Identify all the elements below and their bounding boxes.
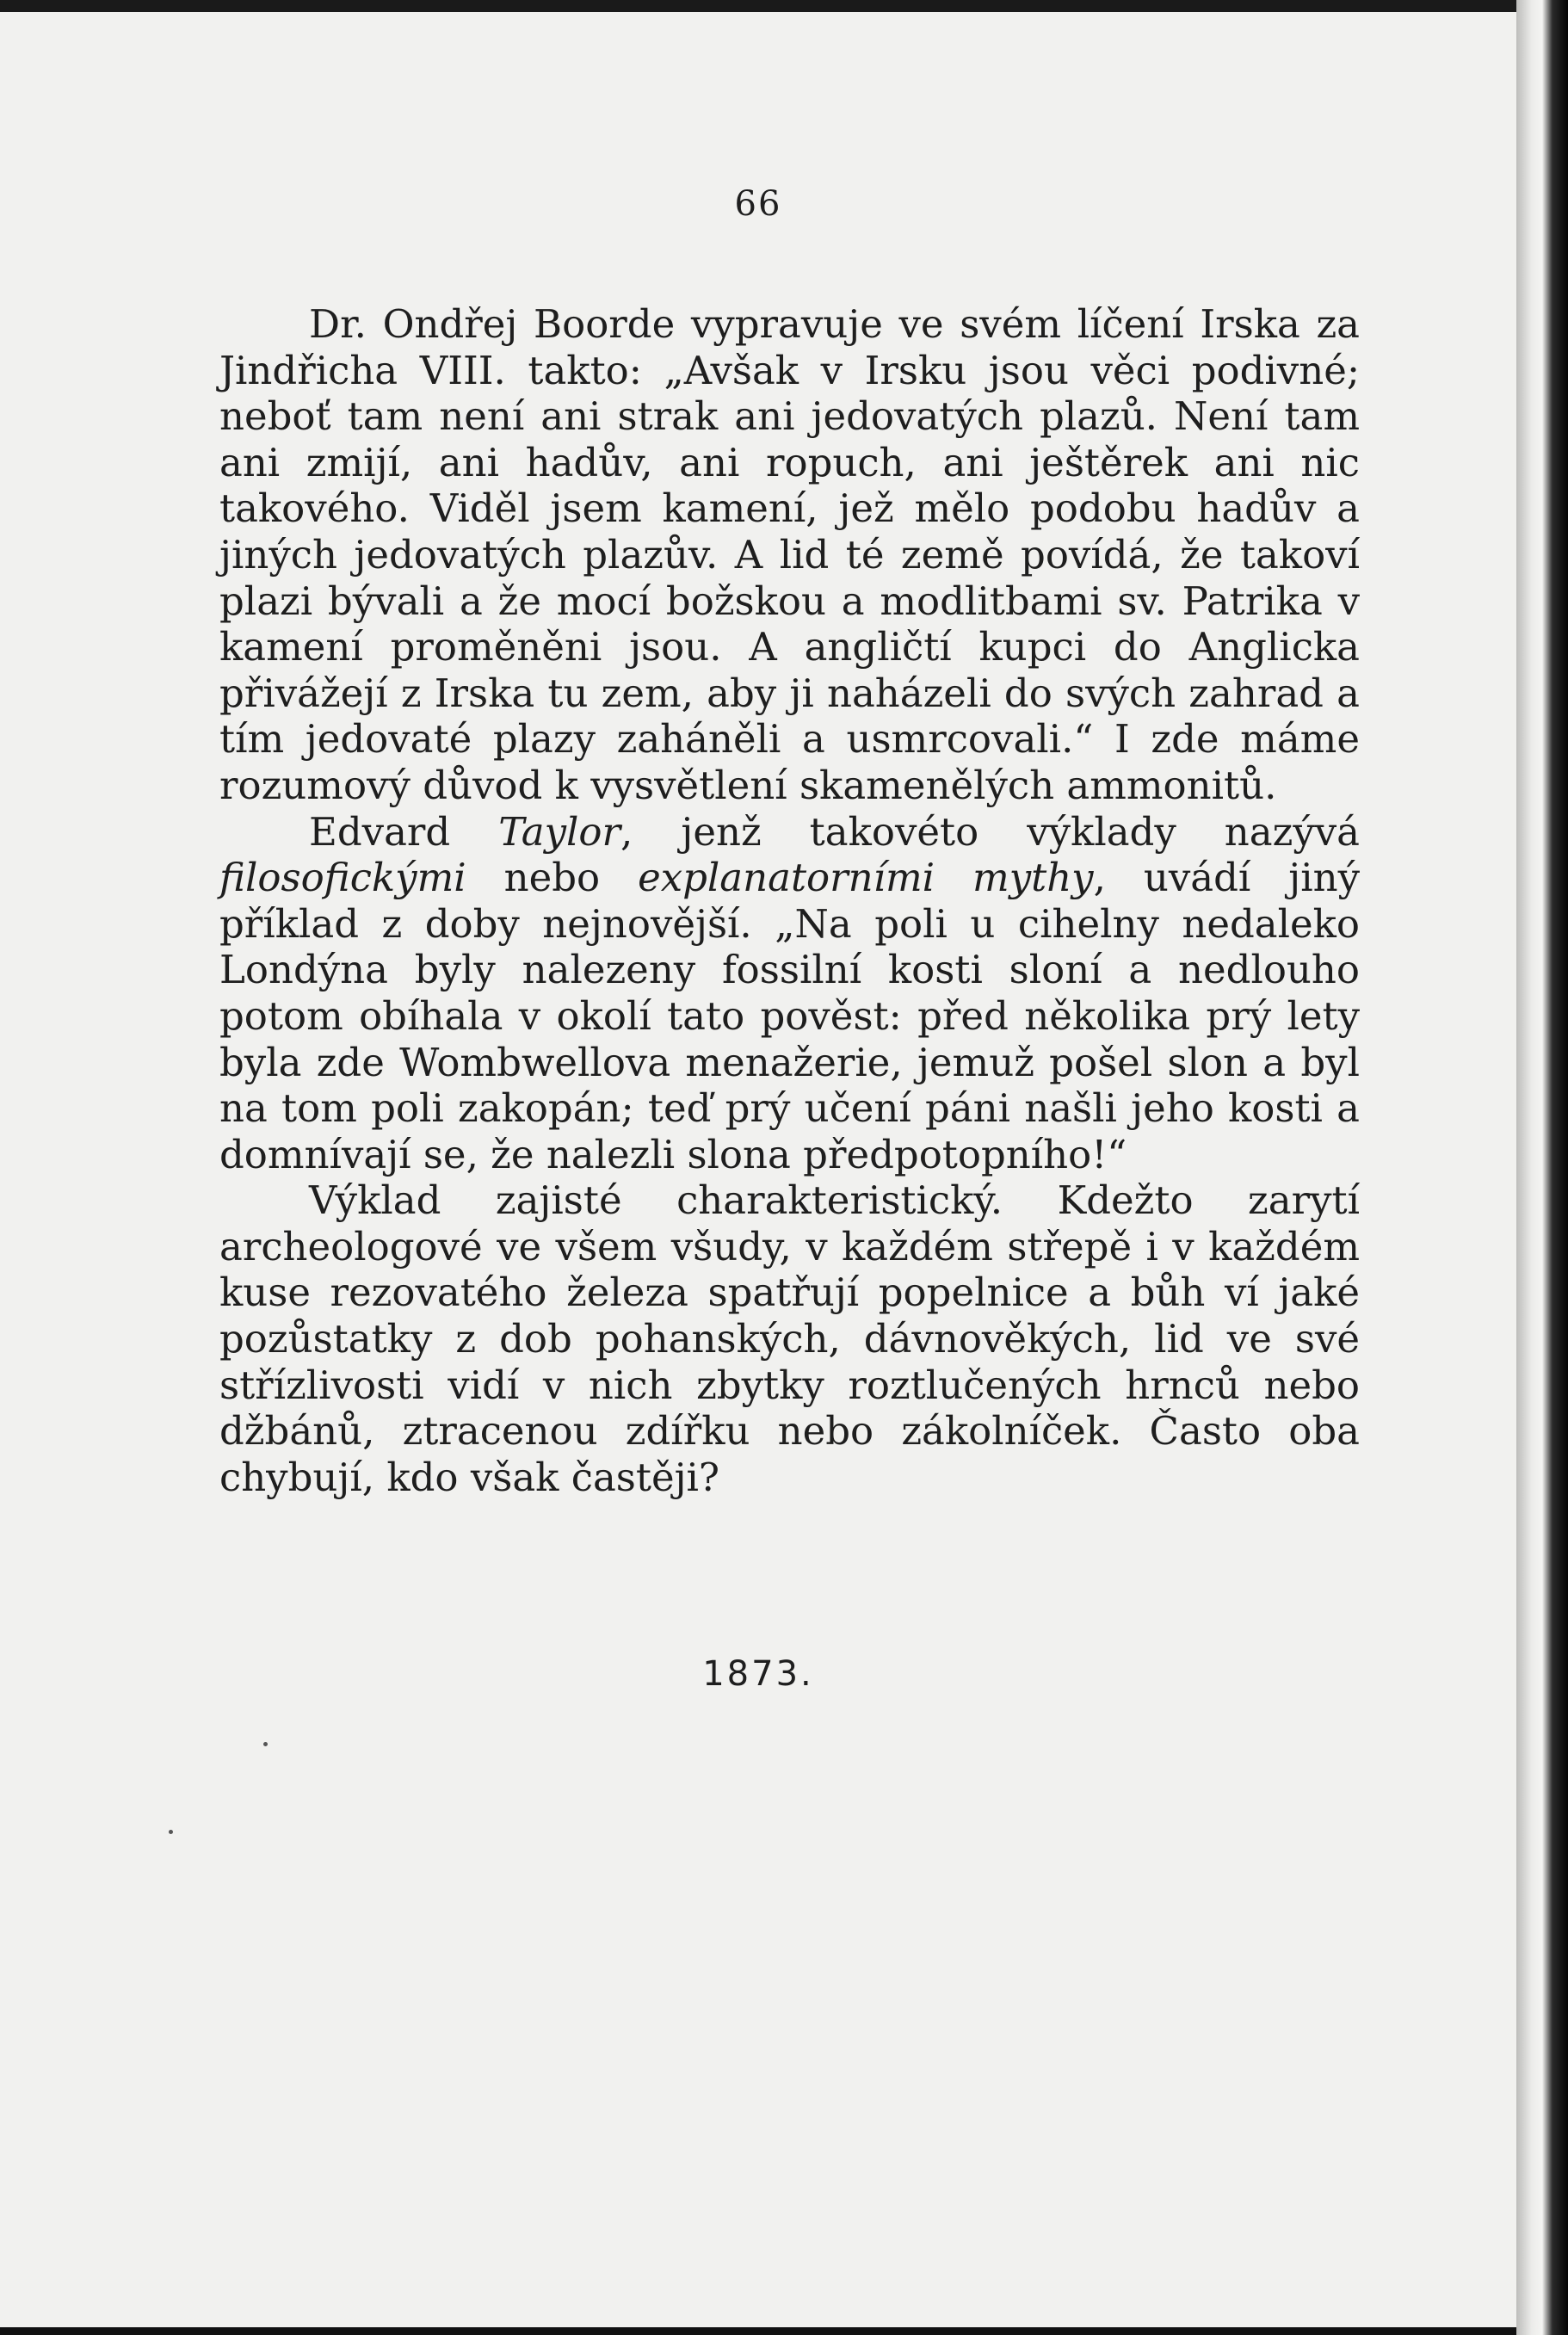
book-page [0, 12, 1516, 2327]
page-number: 66 [734, 184, 782, 224]
scan-top-edge [0, 0, 1568, 12]
paragraph-1-text: Dr. Ondřej Boorde vypravuje ve svém líčení Irska za Jindřicha VIII. takto: „Avšak v Irsku jsou věci podivné; neboť tam není ani strak ani jedovatých plazů. Není tam ani zmijí, ani hadův, ani ropuch, ani ještěrek ani nic takového. Viděl jsem kamení, jež mělo podobu hadův a jiných jedovatých plazův. A lid té země povídá, že takoví plazi bývali a že mocí božskou a modlitbami sv. Patrika v kamení proměněni jsou. A angličtí kupci do Anglicka přivážejí z Irska tu zem, aby ji naházeli do svých zahrad a tím jedovaté plazy zaháněli a usmrcovali.“ I zde máme rozumový důvod k vysvětlení skamenělých ammonitů. [219, 301, 1360, 808]
scan-speck [169, 1830, 173, 1834]
paragraph-1 [219, 301, 1360, 809]
scan-right-edge [1516, 0, 1568, 2335]
year-heading: 1873. [702, 1654, 814, 1694]
body-text [219, 301, 1360, 1500]
scan-speck [263, 1742, 268, 1746]
paragraph-3 [219, 1177, 1360, 1500]
paragraph-2-text-a: Edvard [309, 808, 499, 855]
paragraph-3-text: Výklad zajisté charakteristický. Kdežto zarytí archeologové ve všem všudy, v každém střepě i v každém kuse rezovatého železa spatřují popelnice a bůh ví jaké pozůstatky z dob pohanských, dávnověkých, lid ve své střízlivosti vidí v nich zbytky roztlučených hrnců nebo džbánů, ztracenou zdířku nebo zákolníček. Často oba chybují, kdo však častěji? [219, 1177, 1360, 1500]
italic-explanatorni-mythy: explanatorními mythy [638, 855, 1094, 901]
italic-taylor: Taylor [498, 808, 621, 855]
paragraph-2-text-b: , jenž takovéto výklady nazývá [620, 808, 1360, 855]
paragraph-2 [219, 809, 1360, 1178]
italic-filosofickymi: filosofickými [219, 855, 466, 901]
paragraph-2-text-d: , uvádí jiný příklad z doby nejnovější. „Na poli u cihelny nedaleko Londýna byly nalezeny fossilní kosti sloní a nedlouho potom obíhala v okolí tato pověst: před několika prý lety byla zde Wombwellova menažerie, jemuž pošel slon a byl na tom poli zakopán; teď prý učení páni našli jeho kosti a domnívají se, že nalezli slona předpotopního!“ [219, 855, 1361, 1177]
paragraph-2-text-c: nebo [466, 855, 639, 901]
